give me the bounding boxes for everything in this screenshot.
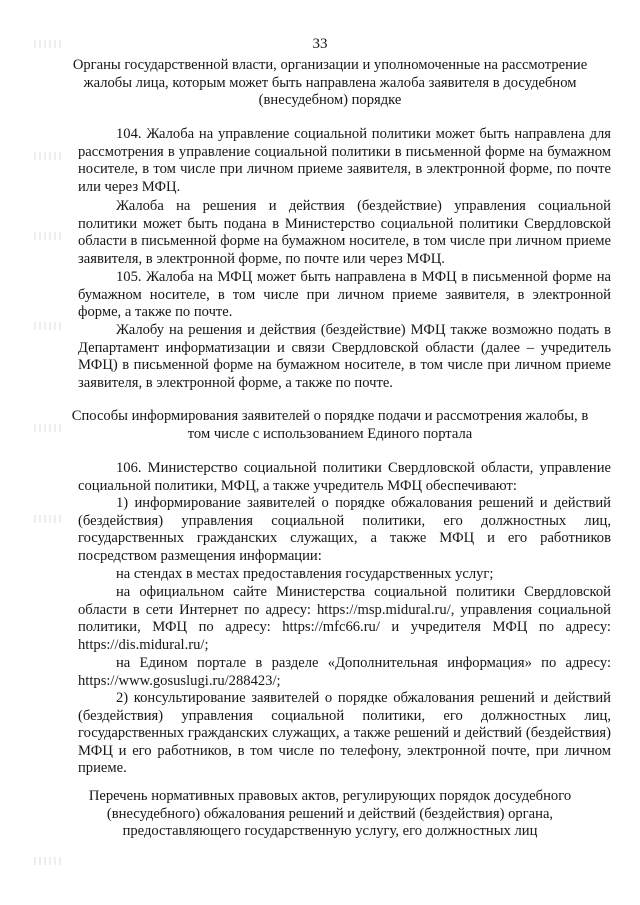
- paragraph-106: 106. Министерство социальной политики Свердловской области, управление социальной политики, МФЦ, а также учредитель МФЦ обеспечивают:: [78, 460, 611, 494]
- list-item: на Едином портале в разделе «Дополнительная информация» по адресу: https://www.gosuslugi.ru/288423/;: [78, 655, 611, 689]
- section-heading: Органы государственной власти, организации и уполномоченные на рассмотрение жалобы лица, которым может быть направлена жалоба заявителя в досудебном (внесудебном) порядке: [72, 57, 588, 109]
- paragraph-105: 105. Жалоба на МФЦ может быть направлена в МФЦ в письменной форме на бумажном носителе, в том числе при личном приеме заявителя, в электронной форме, а также по почте.: [78, 269, 611, 321]
- paragraph-104: 104. Жалоба на управление социальной политики может быть направлена для рассмотрения в управление социальной политики в письменной форме на бумажном носителе, в том числе при личном приеме заявителя, в электронной форме, по почте или через МФЦ.: [78, 126, 611, 195]
- paragraph: Жалобу на решения и действия (бездействие) МФЦ также возможно подать в Департамент информатизации и связи Свердловской области (далее – учредитель МФЦ) в письменной форме на бумажном носителе, в том числе при личном приеме заявителя, в электронной форме, а также по почте.: [78, 322, 611, 391]
- scan-artifact: [34, 152, 64, 160]
- scan-artifact: [34, 857, 64, 865]
- section-heading: Перечень нормативных правовых актов, регулирующих порядок досудебного (внесудебного) обжалования решений и действий (бездействия) органа, предоставляющего государственную услугу, его должностных лиц: [88, 788, 572, 840]
- page-number: 33: [312, 36, 328, 52]
- scan-artifact: [34, 232, 64, 240]
- section-heading: Способы информирования заявителей о порядке подачи и рассмотрения жалобы, в том числе с использованием Единого портала: [71, 408, 589, 442]
- list-item: на официальном сайте Министерства социальной политики Свердловской области в сети Интернет по адресу: https://msp.midural.ru/, управления социальной политики, МФЦ по адресу: https://mfc66.ru/ и учредителя МФЦ по адресу: https://dis.midural.ru/;: [78, 584, 611, 653]
- paragraph: Жалоба на решения и действия (бездействие) управления социальной политики может быть подана в Министерство социальной политики Свердловской области в письменной форме на бумажном носителе, в том числе при личном приеме заявителя, в электронной форме, по почте или через МФЦ.: [78, 198, 611, 267]
- list-item: 2) консультирование заявителей о порядке обжалования решений и действий (бездействия) управления социальной политики, его должностных лиц, государственных гражданских служащих, а также решений и действий (бездействия) МФЦ и его работников, в том числе по телефону, электронной почте, при личном приеме.: [78, 690, 611, 777]
- list-item: на стендах в местах предоставления государственных услуг;: [116, 566, 494, 582]
- scan-artifact: [34, 515, 64, 523]
- scan-artifact: [34, 322, 64, 330]
- list-item: 1) информирование заявителей о порядке обжалования решений и действий (бездействия) управления социальной политики, его должностных лиц, государственных гражданских служащих, а также МФЦ и его работников посредством размещения информации:: [78, 495, 611, 564]
